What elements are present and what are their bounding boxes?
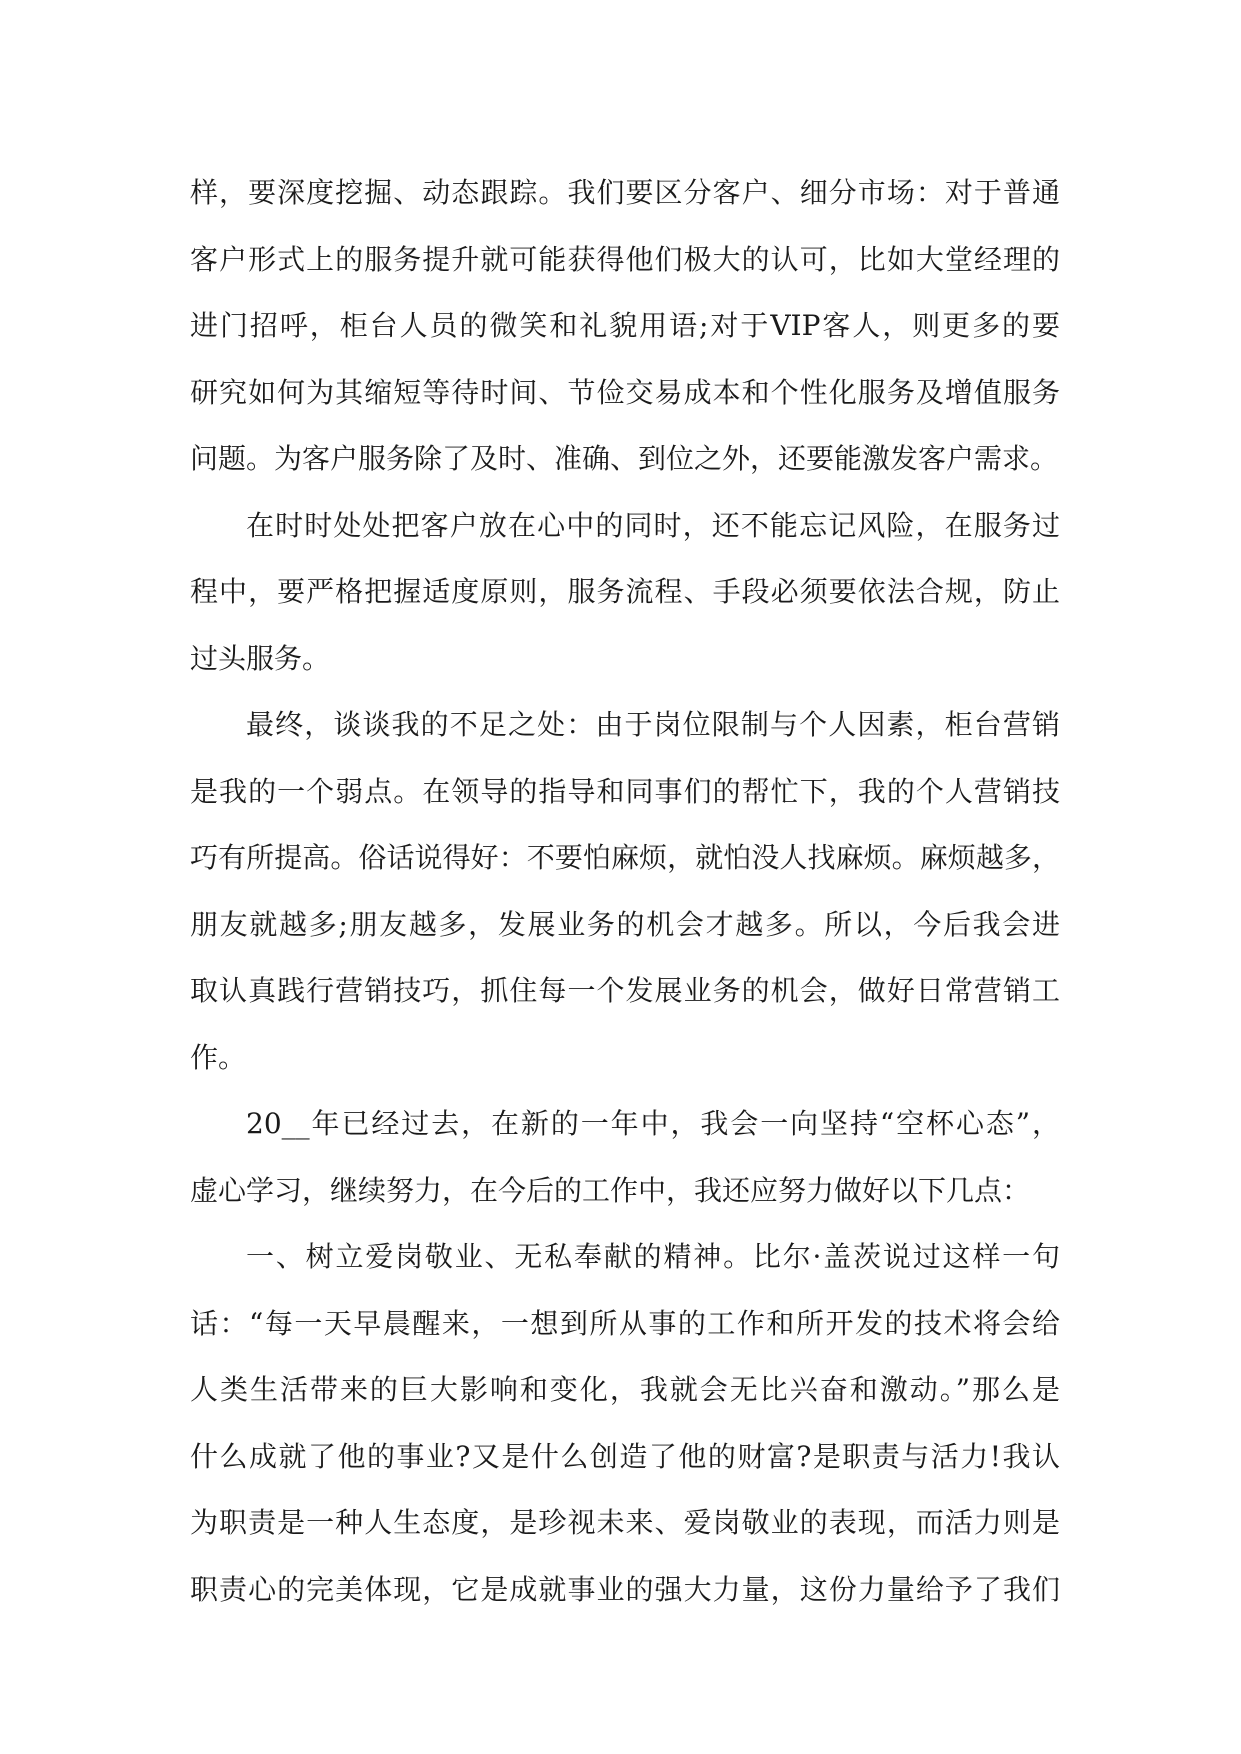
- text-line: 研究如何为其缩短等待时间、节俭交易成本和个性化服务及增值服务: [190, 375, 1060, 409]
- text-line: 一、树立爱岗敬业、无私奉献的精神。比尔·盖茨说过这样一句: [246, 1240, 1060, 1273]
- text-line: 朋友就越多;朋友越多，发展业务的机会才越多。所以，今后我会进: [190, 907, 1060, 941]
- text-line: 问题。为客户服务除了及时、准确、到位之外，还要能激发客户需求。: [190, 442, 1059, 475]
- text-line: 人类生活带来的巨大影响和变化，我就会无比兴奋和激动。”那么是: [190, 1373, 1060, 1406]
- text-line: 过头服务。: [190, 641, 331, 675]
- text-line: 什么成就了他的事业?又是什么创造了他的财富?是职责与活力!我认: [190, 1439, 1060, 1473]
- text-line: 是我的一个弱点。在领导的指导和同事们的帮忙下，我的个人营销技: [190, 774, 1060, 808]
- text-line: 程中，要严格把握适度原则，服务流程、手段必须要依法合规，防止: [190, 575, 1060, 608]
- text-line: 最终，谈谈我的不足之处：由于岗位限制与个人因素，柜台营销: [246, 708, 1060, 741]
- text-line: 职责心的完美体现，它是成就事业的强大力量，这份力量给予了我们: [190, 1572, 1060, 1606]
- text-line: 巧有所提高。俗话说得好：不要怕麻烦，就怕没人找麻烦。麻烦越多，: [190, 841, 1060, 874]
- text-line: 进门招呼，柜台人员的微笑和礼貌用语;对于VIP客人，则更多的要: [190, 309, 1060, 342]
- text-line: 话：“每一天早晨醒来，一想到所从事的工作和所开发的技术将会给: [190, 1306, 1060, 1340]
- text-line: 为职责是一种人生态度，是珍视未来、爱岗敬业的表现，而活力则是: [190, 1506, 1060, 1539]
- text-line: 客户形式上的服务提升就可能获得他们极大的认可，比如大堂经理的: [190, 242, 1060, 276]
- text-line: 20__年已经过去，在新的一年中，我会一向坚持“空杯心态”，: [246, 1107, 1060, 1140]
- text-line: 作。: [190, 1040, 247, 1074]
- text-line: 虚心学习，继续努力，在今后的工作中，我还应努力做好以下几点：: [190, 1173, 1031, 1207]
- text-line: 取认真践行营销技巧，抓住每一个发展业务的机会，做好日常营销工: [190, 974, 1060, 1007]
- text-line: 在时时处处把客户放在心中的同时，还不能忘记风险，在服务过: [246, 508, 1060, 542]
- document-body: [190, 160, 1060, 1623]
- text-line: 样，要深度挖掘、动态跟踪。我们要区分客户、细分市场：对于普通: [190, 176, 1060, 209]
